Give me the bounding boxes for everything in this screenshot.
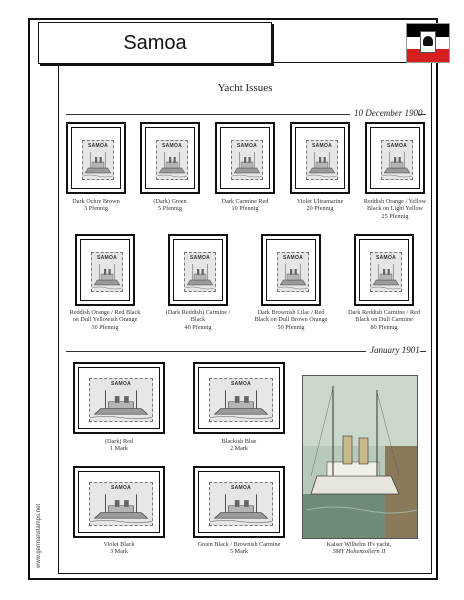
section-divider bbox=[418, 114, 426, 115]
stamp-mount-1900-0 bbox=[66, 122, 126, 194]
stamp-mount-1900-3 bbox=[290, 122, 350, 194]
stamp-caption-1901-1: Blackish Blue 2 Mark bbox=[221, 438, 257, 453]
ship-icon bbox=[371, 261, 401, 291]
stamp-image-1900-6 bbox=[184, 252, 216, 292]
stamp-mount-1901-2 bbox=[73, 466, 165, 538]
ship-icon bbox=[90, 387, 152, 421]
stamp-mount-1900-2 bbox=[215, 122, 275, 194]
german-empire-flag bbox=[406, 23, 450, 63]
stamp-mount-1901-0 bbox=[73, 362, 165, 434]
stamp-caption-1900-6: (Dark Reddish) Carmine / Black 40 Pfennig bbox=[165, 309, 231, 331]
stamp-caption-1901-0: (Dark) Red 1 Mark bbox=[104, 438, 133, 453]
stamp-caption-1900-5: Reddish Orange / Red Black on Dull Yellowish Orange 30 Pfennig bbox=[69, 309, 141, 331]
stamp-caption-1900-1: (Dark) Green 5 Pfennig bbox=[153, 198, 187, 213]
ship-icon bbox=[382, 149, 412, 179]
ship-icon bbox=[83, 149, 113, 179]
section-label-1900: 10 December 1900 bbox=[354, 108, 423, 118]
page-subtitle: Yacht Issues bbox=[217, 82, 273, 94]
section-divider bbox=[66, 351, 366, 352]
stamp-country-word: SAMOA bbox=[110, 381, 132, 387]
country-title-box bbox=[38, 22, 272, 64]
stamp-caption-1900-2: Dark Carmine Red 10 Pfennig bbox=[221, 198, 269, 213]
ship-icon bbox=[210, 387, 272, 421]
stamp-caption-1900-4: Reddish Orange / Yellow Black on Light Yellow 25 Pfennig bbox=[363, 198, 427, 220]
stamp-caption-1901-2: Violet Black 3 Mark bbox=[103, 541, 135, 556]
stamp-image-1901-3 bbox=[209, 482, 273, 526]
ship-icon bbox=[92, 261, 122, 291]
section-divider bbox=[420, 351, 426, 352]
stamp-country-word: SAMOA bbox=[96, 255, 118, 261]
stamp-country-word: SAMOA bbox=[282, 255, 304, 261]
stamp-country-word: SAMOA bbox=[87, 143, 109, 149]
stamp-image-1900-1 bbox=[156, 140, 188, 180]
stamp-country-word: SAMOA bbox=[189, 255, 211, 261]
stamp-caption-1900-3: Violet Ultramarine 20 Pfennig bbox=[296, 198, 344, 213]
photo-caption-line: Kaiser Wilhelm II's yacht, bbox=[326, 541, 392, 548]
stamp-image-1900-2 bbox=[231, 140, 263, 180]
website-url: www.germanstamps.net bbox=[36, 503, 42, 568]
stamp-country-word: SAMOA bbox=[161, 143, 183, 149]
stamp-country-word: SAMOA bbox=[230, 381, 252, 387]
stamp-mount-1901-1 bbox=[193, 362, 285, 434]
stamp-caption-1900-0: Dark Ochre Brown 3 Pfennig bbox=[72, 198, 120, 213]
ship-icon bbox=[157, 149, 187, 179]
stamp-image-1901-1 bbox=[209, 378, 273, 422]
ship-icon bbox=[278, 261, 308, 291]
stamp-image-1900-5 bbox=[91, 252, 123, 292]
yacht-photo-image bbox=[303, 376, 417, 538]
stamp-caption-1900-7: Dark Brownish Lilac / Red Black on Dull Brown Orange 50 Pfennig bbox=[254, 309, 328, 331]
stamp-image-1900-4 bbox=[381, 140, 413, 180]
stamp-mount-1900-4 bbox=[365, 122, 425, 194]
ship-icon bbox=[232, 149, 262, 179]
photo-caption bbox=[294, 541, 424, 556]
stamp-country-word: SAMOA bbox=[110, 485, 132, 491]
section-divider bbox=[66, 114, 350, 115]
stamp-mount-1900-6 bbox=[168, 234, 228, 306]
stamp-mount-1900-7 bbox=[261, 234, 321, 306]
stamp-mount-1901-3 bbox=[193, 466, 285, 538]
stamp-mount-1900-5 bbox=[75, 234, 135, 306]
stamp-image-1900-0 bbox=[82, 140, 114, 180]
stamp-image-1900-8 bbox=[370, 252, 402, 292]
stamp-country-word: SAMOA bbox=[236, 143, 258, 149]
stamp-caption-1900-8: Dark Reddish Carmine / Red Black on Dull Carmine 80 Pfennig bbox=[348, 309, 420, 331]
stamp-image-1900-7 bbox=[277, 252, 309, 292]
ship-icon bbox=[307, 149, 337, 179]
stamp-country-word: SAMOA bbox=[375, 255, 397, 261]
stamp-country-word: SAMOA bbox=[311, 143, 333, 149]
country-title: Samoa bbox=[123, 31, 187, 54]
yacht-photo bbox=[302, 375, 418, 539]
ship-icon bbox=[210, 491, 272, 525]
eagle-icon bbox=[420, 31, 436, 53]
stamp-country-word: SAMOA bbox=[230, 485, 252, 491]
stamp-caption-1901-3: Green Black / Brownish Carmine 5 Mark bbox=[197, 541, 281, 556]
photo-ship-name: SMY Hohenzollern II bbox=[332, 548, 386, 556]
stamp-country-word: SAMOA bbox=[386, 143, 408, 149]
stamp-image-1901-0 bbox=[89, 378, 153, 422]
stamp-image-1900-3 bbox=[306, 140, 338, 180]
stamp-image-1901-2 bbox=[89, 482, 153, 526]
section-label-1901: January 1901 bbox=[370, 345, 420, 355]
stamp-mount-1900-8 bbox=[354, 234, 414, 306]
ship-icon bbox=[90, 491, 152, 525]
stamp-mount-1900-1 bbox=[140, 122, 200, 194]
ship-icon bbox=[185, 261, 215, 291]
